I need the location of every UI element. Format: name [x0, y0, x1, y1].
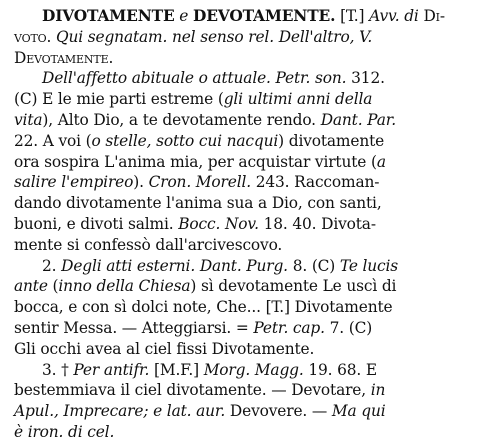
line [14, 48, 472, 69]
gloss: a [376, 152, 386, 171]
gloss: vita [14, 110, 43, 129]
quote-text: ). [133, 173, 144, 192]
line [14, 360, 472, 381]
gloss: salire l'empireo [14, 173, 134, 192]
line [14, 152, 472, 173]
quote-text: ( [52, 277, 59, 296]
definition: Per antifr. [73, 360, 150, 379]
quote-text: mente si confessò dall'arcivescovo. [14, 235, 283, 254]
line [14, 214, 472, 235]
headword-variant: DEVOTAMENTE. [193, 7, 336, 25]
gloss: ante [14, 277, 48, 296]
sense-number: 3. † [42, 360, 69, 379]
gloss: Apul., Imprecare; e lat. aur. [14, 402, 226, 421]
gloss: o stelle, sotto cui nacqui [91, 131, 279, 150]
quote-text: (C) E le mie parti estreme ( [14, 90, 224, 109]
line [14, 256, 472, 277]
definition-note: Qui segnatam. nel senso rel. Dell'altro, V. [56, 27, 373, 46]
source-tag: [M.F.] [154, 360, 199, 379]
quote-text: 22. A voi ( [14, 131, 92, 150]
citation-number: 19. 68. E [308, 360, 377, 379]
line [14, 380, 472, 401]
line [14, 27, 472, 48]
quote-text: 18. 40. Divota- [263, 214, 376, 233]
gloss: Ma qui [331, 402, 386, 421]
line [14, 297, 472, 318]
quote-text: Gli occhi avea al ciel fissi Divotamente. [14, 339, 315, 358]
citation-number: 312. [351, 69, 385, 88]
gloss: inno della Chiesa [58, 277, 191, 296]
quote-text: ) divotamente [278, 131, 385, 150]
gloss: gli ultimi anni della [223, 90, 373, 109]
line [14, 276, 472, 297]
line [14, 318, 472, 339]
citation-number: 8. (C) [292, 256, 336, 275]
quote-text: buoni, e divoti salmi. [14, 214, 174, 233]
cross-reference: voto. [14, 27, 52, 46]
headword: DIVOTAMENTE [42, 7, 175, 25]
definition: Degli atti esterni. Dant. Purg. [61, 256, 288, 275]
quote-text: Devovere. — [229, 402, 328, 421]
definition: Dell'affetto abituale o attuale. Petr. son. [42, 69, 347, 88]
entry-paragraph-2 [14, 256, 472, 360]
sense-number: 2. [42, 256, 57, 275]
citation: Morg. Magg. [203, 360, 304, 379]
conjunction: e [179, 7, 189, 25]
source-tag: [T.] [340, 7, 365, 25]
citation: Petr. cap. [253, 318, 325, 337]
quote-text: bocca, e con sì dolci note, Che... [T.] Divotamente [14, 298, 393, 317]
quote-text: ), Alto Dio, a te devotamente rendo. [42, 110, 316, 129]
line [14, 110, 472, 131]
citation: Bocc. Nov. [178, 214, 259, 233]
line [14, 339, 472, 360]
line [14, 131, 472, 152]
quote-text: ora sospira L'anima mia, per acquistar virtute ( [14, 152, 377, 171]
quote-text: ) sì devotamente Le uscì di [190, 277, 397, 296]
quote-text: dando divotamente l'anima sua a Dio, con santi, [14, 194, 382, 213]
grammar-note: Avv. di [369, 7, 419, 25]
line [14, 68, 472, 89]
line [14, 6, 472, 27]
citation-number: 7. (C) [329, 318, 373, 337]
entry-paragraph-3 [14, 360, 472, 443]
line [14, 89, 472, 110]
quote-text: bestemmiava il ciel divotamente. — Devotare, [14, 381, 366, 400]
line [14, 193, 472, 214]
line [14, 422, 472, 443]
citation: Cron. Morell. [148, 173, 251, 192]
quote-text: sentir Messa. — Atteggiarsi. = [14, 318, 249, 337]
gloss: è iron. di cel. [14, 422, 115, 441]
gloss: in [370, 381, 386, 400]
line [14, 401, 472, 422]
line [14, 172, 472, 193]
gloss: Te lucis [339, 256, 399, 275]
citation: Dant. Par. [320, 110, 396, 129]
quote-text: 243. Raccoman- [255, 173, 380, 192]
entry-paragraph-1 [14, 6, 472, 256]
line [14, 235, 472, 256]
cross-reference: Di- [423, 7, 445, 25]
cross-reference: Devotamente. [14, 48, 114, 67]
